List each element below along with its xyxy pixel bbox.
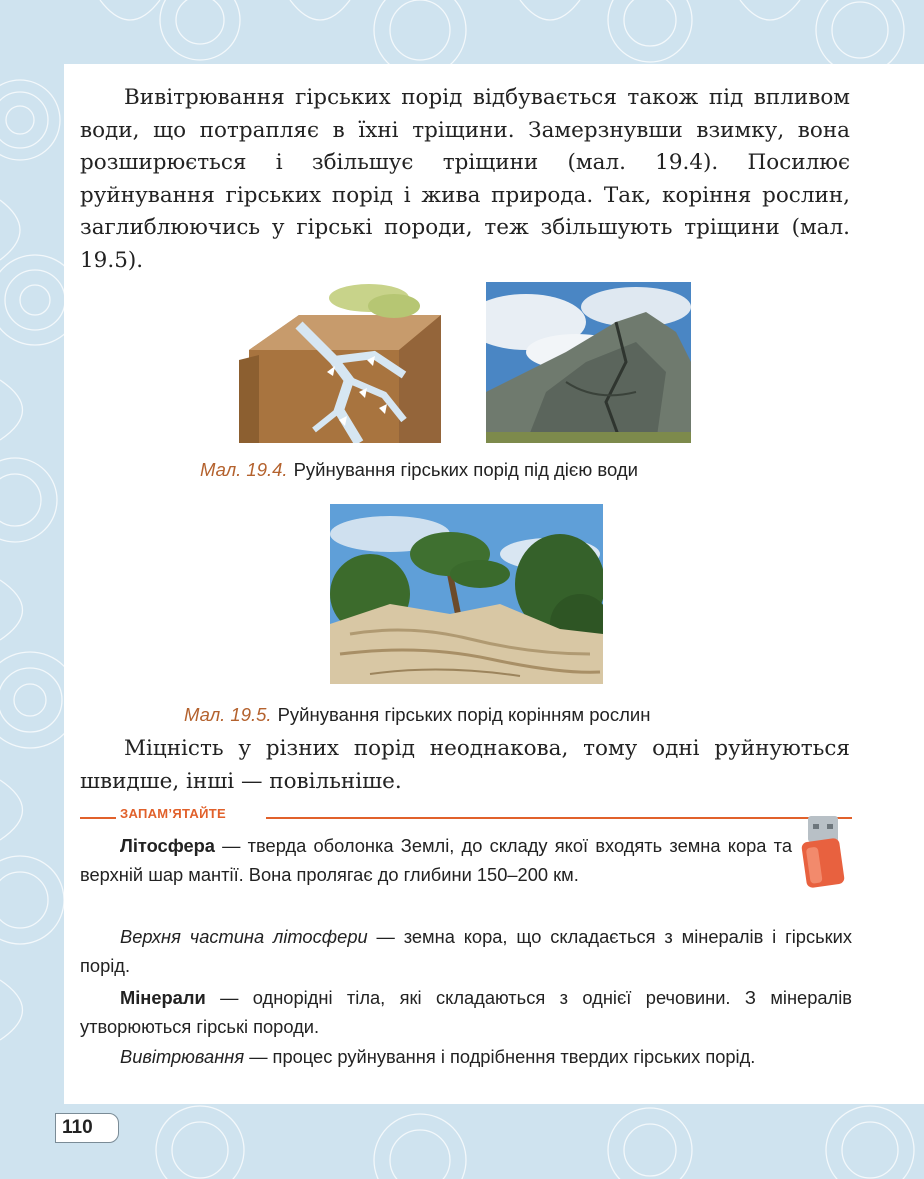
term: Літосфера (120, 835, 215, 856)
term: Верхня частина літосфери (120, 926, 368, 947)
figure-caption-19-5 (184, 704, 650, 726)
definition-minerals: Мінерали — однорідні тіла, які складаються з однієї речовини. З мінералів утворюються гірські породи. (80, 987, 852, 1037)
paragraph-rock-strength: Міцність у різних порід неоднакова, тому одні руйнуються швидше, інші — повільніше. (80, 736, 850, 794)
figure-caption-text: Руйнування гірських порід корінням рослин (277, 704, 651, 725)
term: Мінерали (120, 987, 206, 1008)
remember-title: ЗАПАМ’ЯТАЙТЕ (120, 806, 226, 821)
paragraph-weathering-water: Вивітрювання гірських порід відбувається також під впливом води, що потрапляє в їхні тріщини. Замерзнувши взимку, вона розширюється і збільшує тріщини (мал. 19.4). Посилює руйнування гірських порід і жива природа. Так, коріння рослин, заглиблюючись у гірські породи, теж збільшують тріщини (мал. 19.5). (80, 85, 850, 273)
page-number: 110 (55, 1113, 119, 1143)
pine-tree-on-rock-photo (330, 504, 603, 684)
remember-section-header (80, 806, 852, 822)
term: Вивітрювання (120, 1046, 245, 1067)
definition-weathering: Вивітрювання — процес руйнування і подрібнення твердих гірських порід. (120, 1046, 756, 1067)
figure-number: Мал. 19.5. (184, 704, 272, 725)
figure-caption-text: Руйнування гірських порід під дією води (293, 459, 638, 480)
figure-caption-19-4 (200, 459, 638, 481)
definition-lithosphere: Літосфера — тверда оболонка Землі, до складу якої входять земна кора та верхній шар мантії. Вона пролягає до глибини 150–200 км. (80, 835, 792, 885)
figure-number: Мал. 19.4. (200, 459, 288, 480)
definition-upper-lithosphere: Верхня частина літосфери — земна кора, що складається з мінералів і гірських порід. (80, 926, 852, 976)
usb-drive-icon (798, 816, 854, 892)
header-rule-left (80, 817, 116, 819)
weathered-rock-photo (486, 282, 691, 443)
header-rule-right (266, 817, 852, 819)
rock-crack-diagram (239, 280, 441, 443)
